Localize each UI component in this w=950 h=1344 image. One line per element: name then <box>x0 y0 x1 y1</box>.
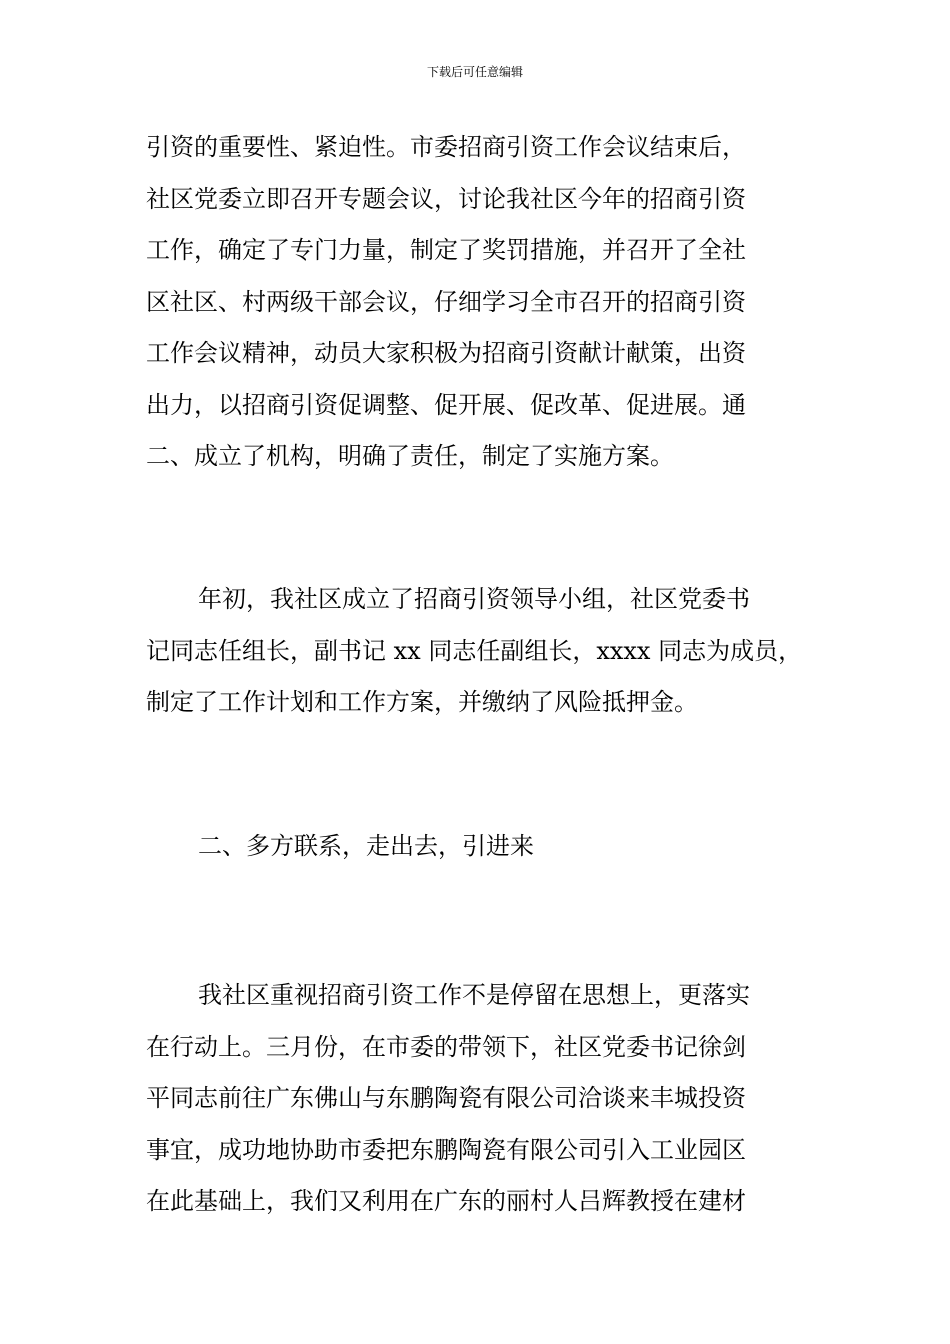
paragraph-3-line: 我社区重视招商引资工作不是停留在思想上，更落实 <box>198 981 750 1009</box>
paragraph-2-line: 制定了工作计划和工作方案，并缴纳了风险抵押金。 <box>146 688 698 716</box>
paragraph-2 <box>146 574 826 729</box>
section-heading-text: 二、多方联系，走出去，引进来 <box>198 832 534 860</box>
paragraph-1-line: 出力，以招商引资促调整、促开展、促改革、促进展。通 <box>146 390 746 419</box>
paragraph-1 <box>146 122 826 483</box>
paragraph-1-line: 工作会议精神，动员大家积极为招商引资献计献策，出资 <box>146 339 746 367</box>
section-heading-2 <box>146 821 826 873</box>
paragraph-3 <box>146 970 826 1228</box>
paragraph-3-line: 在行动上。三月份，在市委的带领下，社区党委书记徐剑 <box>146 1032 746 1061</box>
paragraph-1-line: 二、成立了机构，明确了责任，制定了实施方案。 <box>146 442 674 470</box>
paragraph-3-line: 平同志前往广东佛山与东鹏陶瓷有限公司洽谈来丰城投资 <box>146 1084 746 1112</box>
paragraph-1-line: 引资的重要性、紧迫性。市委招商引资工作会议结束后， <box>146 133 746 161</box>
paragraph-3-line: 事宜，成功地协助市委把东鹏陶瓷有限公司引入工业园区 <box>146 1135 746 1164</box>
page-header-note: 下载后可任意编辑 <box>426 65 523 79</box>
paragraph-3-line: 在此基础上，我们又利用在广东的丽村人吕辉教授在建材 <box>146 1187 746 1215</box>
paragraph-1-line: 区社区、村两级干部会议，仔细学习全市召开的招商引资 <box>146 287 746 316</box>
paragraph-1-line: 工作，确定了专门力量，制定了奖罚措施，并召开了全社 <box>146 236 746 264</box>
paragraph-2-line: 年初，我社区成立了招商引资领导小组，社区党委书 <box>198 585 750 613</box>
paragraph-1-line: 社区党委立即召开专题会议，讨论我社区今年的招商引资 <box>146 184 746 213</box>
paragraph-2-line: 记同志任组长，副书记 xx 同志任副组长，xxxx 同志为成员， <box>146 636 803 665</box>
